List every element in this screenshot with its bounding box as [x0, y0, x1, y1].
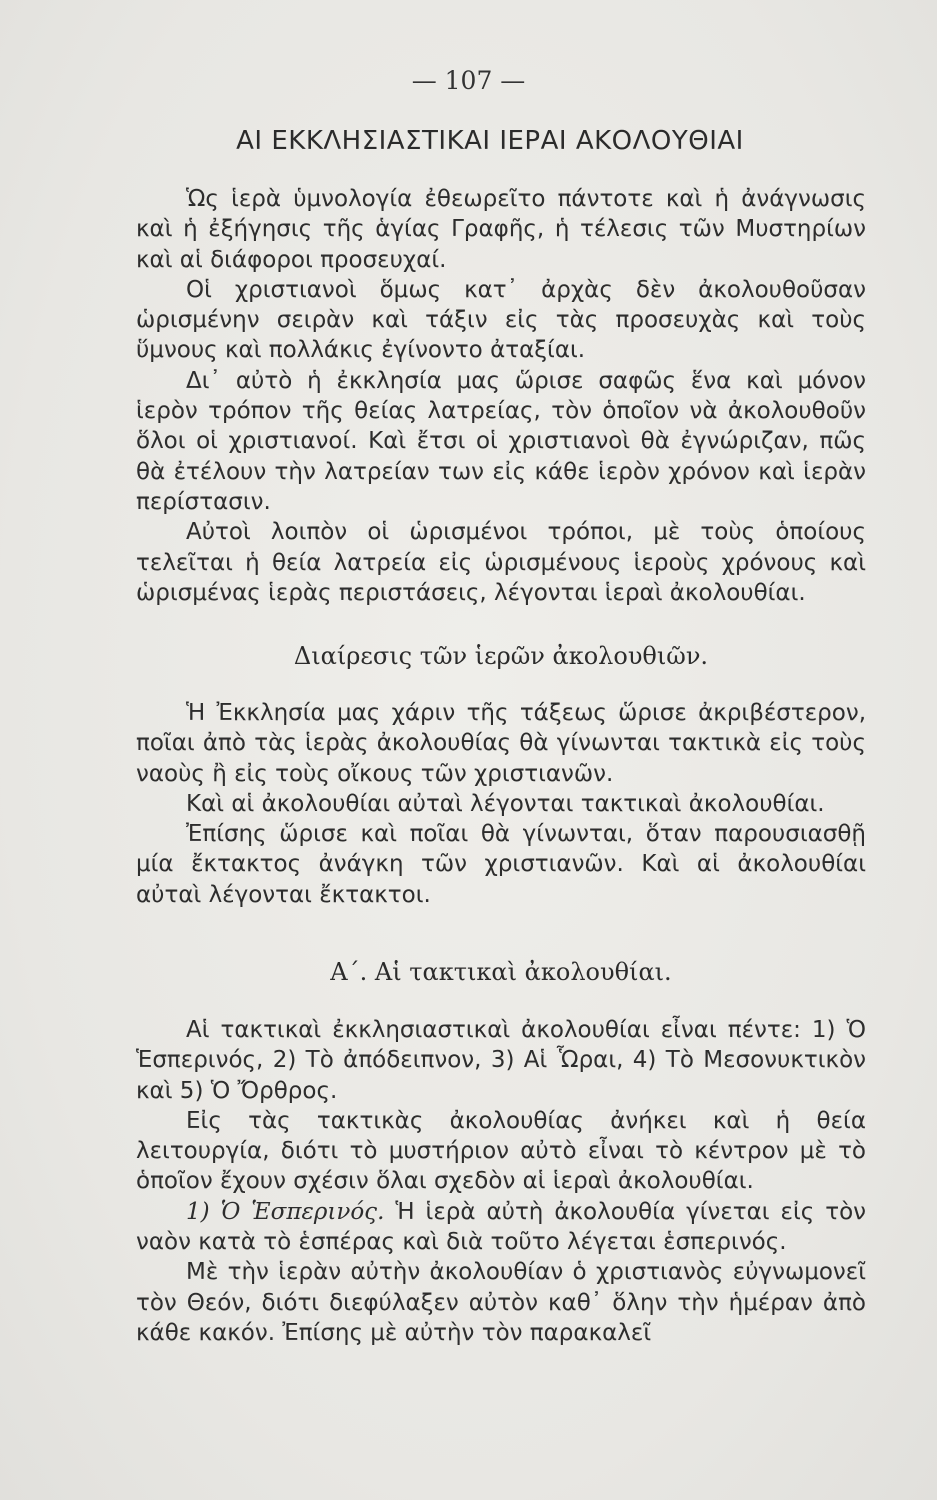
- section-heading-division: Διαίρεσις τῶν ἱερῶν ἀκολουθιῶν.: [293, 642, 709, 670]
- division-paragraph: Καὶ αἱ ἀκολουθίαι αὐταὶ λέγονται τακτικαὶ ἀκολουθίαι.: [186, 790, 825, 817]
- page-number: — 107 —: [411, 66, 526, 95]
- division-paragraph: Ἐπίσης ὥρισε καὶ ποῖαι θὰ γίνωνται, ὅταν παρουσιασθῇ μία ἔκτακτος ἀνάγκη τῶν χριστιανῶν. Καὶ αἱ ἀκολουθίαι αὐταὶ λέγονται ἔκτακτοι.: [136, 821, 866, 908]
- division-paragraph: Ἡ Ἐκκλησία μας χάριν τῆς τάξεως ὥρισε ἀκριβέστερον, ποῖαι ἀπὸ τὰς ἱερὰς ἀκολουθίας θὰ γίνωνται τακτικὰ εἰς τοὺς ναοὺς ἢ εἰς τοὺς οἴκους τῶν χριστιανῶν.: [136, 700, 866, 787]
- section-heading-regular-services: Α΄. Αἱ τακτικαὶ ἀκολουθίαι.: [330, 958, 672, 986]
- chapter-title: ΑΙ ΕΚΚΛΗΣΙΑΣΤΙΚΑΙ ΙΕΡΑΙ ΑΚΟΛΟΥΘΙΑΙ: [236, 126, 744, 156]
- intro-paragraph: Αὐτοὶ λοιπὸν οἱ ὡρισμένοι τρόποι, μὲ τοὺς ὁποίους τελεῖται ἡ θεία λατρεία εἰς ὡρισμένους ἱεροὺς χρόνους καὶ ὡρισμένας ἱερὰς περιστάσεις, λέγονται ἱεραὶ ἀκολουθίαι.: [136, 519, 866, 606]
- intro-paragraph: Οἱ χριστιανοὶ ὅμως κατ᾽ ἀρχὰς δὲν ἀκολουθοῦσαν ὡρισμένην σειρὰν καὶ τάξιν εἰς τὰς προσευχὰς καὶ τοὺς ὕμνους καὶ πολλάκις ἐγίνοντο ἀταξίαι.: [136, 276, 866, 364]
- intro-section: [136, 184, 866, 608]
- intro-paragraph: Δι᾽ αὐτὸ ἡ ἐκκλησία μας ὥρισε σαφῶς ἕνα καὶ μόνον ἱερὸν τρόπον τῆς θείας λατρείας, τὸν ὁποῖον νὰ ἀκολουθοῦν ὅλοι οἱ χριστιανοί. Καὶ ἔτσι οἱ χριστιανοὶ θὰ ἐγνώριζαν, πῶς θὰ ἐτέλουν τὴν λατρείαν των εἰς κάθε ἱερὸν χρόνον καὶ ἱερὰν περίστασιν.: [136, 367, 866, 515]
- services-paragraph: Μὲ τὴν ἱερὰν αὐτὴν ἀκολουθίαν ὁ χριστιανὸς εὐγνωμονεῖ τὸν Θεόν, διότι διεφύλαξεν αὐτὸν καθ᾽ ὅλην τὴν ἡμέραν ἀπὸ κάθε κακόν. Ἐπίσης μὲ αὐτὴν τὸν παρακαλεῖ: [136, 1259, 866, 1346]
- vespers-paragraph: [136, 1197, 866, 1258]
- intro-paragraph: Ὡς ἱερὰ ὑμνολογία ἐθεωρεῖτο πάντοτε καὶ ἡ ἀνάγνωσις καὶ ἡ ἐξήγησις τῆς ἁγίας Γραφῆς, ἡ τέλεσις τῶν Μυστηρίων καὶ αἱ διάφοροι προσευχαί.: [136, 186, 866, 273]
- division-section: [136, 698, 866, 910]
- regular-services-section: [136, 1015, 866, 1348]
- vespers-label: 1) Ὁ Ἑσπερινός.: [186, 1198, 385, 1225]
- services-paragraph: Αἱ τακτικαὶ ἐκκλησιαστικαὶ ἀκολουθίαι εἶναι πέντε: 1) Ὁ Ἑσπερινός, 2) Τὸ ἀπόδειπνον, 3) Αἱ Ὧραι, 4) Τὸ Μεσονυκτικὸν καὶ 5) Ὁ Ὄρθρος.: [136, 1017, 866, 1104]
- services-paragraph: Εἰς τὰς τακτικὰς ἀκολουθίας ἀνήκει καὶ ἡ θεία λειτουργία, διότι τὸ μυστήριον αὐτὸ εἶναι τὸ κέντρον μὲ τὸ ὁποῖον ἔχουν σχέσιν ὅλαι σχεδὸν αἱ ἱεραὶ ἀκολουθίαι.: [136, 1107, 866, 1195]
- vespers-text: Ἡ ἱερὰ αὐτὴ ἀκολουθία γίνεται εἰς τὸν ναὸν κατὰ τὸ ἑσπέρας καὶ διὰ τοῦτο λέγεται ἑσπερινός.: [136, 1198, 866, 1256]
